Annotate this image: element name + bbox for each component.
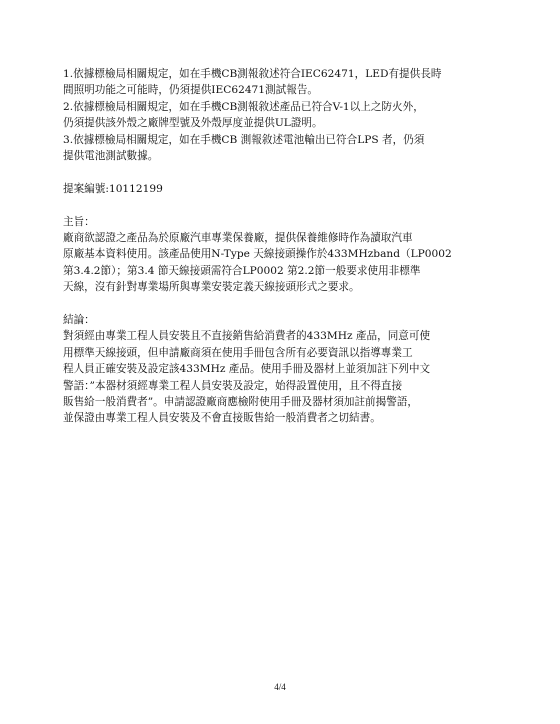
document-body <box>63 66 503 427</box>
proposal-label: 提案編號: <box>63 182 109 195</box>
conclusion-heading: 結論： <box>63 314 95 327</box>
conclusion-line: 販售給一般消費者”。申請認證廠商應檢附使用手冊及器材須加註前揭警語， <box>63 396 419 409</box>
conclusion-line: 對須經由專業工程人員安裝且不直接銷售給消費者的433MHz 產品，同意可使 <box>63 330 431 343</box>
spacer <box>63 296 503 312</box>
subject-section <box>63 214 503 296</box>
spacer <box>63 197 503 213</box>
note-line: 1.依據標檢局相關規定，如在手機CB測報敘述符合IEC62471，LED有提供長時 <box>63 68 442 80</box>
subject-line: 廠商欲認證之產品為於原廠汽車專業保養廠，提供保養維修時作為讀取汽車 <box>63 232 413 245</box>
proposal-value: 10112199 <box>108 182 163 195</box>
conclusion-section <box>63 312 503 427</box>
subject-heading: 主旨： <box>63 215 95 228</box>
conclusion-line: 程人員正確安裝及設定該433MHz 產品。使用手冊及器材上並須加註下列中文 <box>63 363 431 376</box>
proposal-number <box>63 181 503 197</box>
spacer <box>63 164 503 180</box>
note-item-2 <box>63 99 503 132</box>
subject-line: 天線，沒有針對專業場所與專業安裝定義天線接頭形式之要求。 <box>63 281 360 294</box>
note-line: 3.依據標檢局相關規定，如在手機CB 測報敘述電池輸出已符合LPS 者，仍須 <box>63 133 425 146</box>
note-line: 提供電池測試數據。 <box>63 150 159 163</box>
note-line: 2.依據標檢局相關規定，如在手機CB測報敘述產品已符合V-1以上之防火外， <box>63 100 424 113</box>
conclusion-line: 用標準天線接頭，但申請廠商須在使用手冊包含所有必要資訊以指導專業工 <box>63 346 413 359</box>
note-item-1 <box>63 66 503 99</box>
subject-line: 第3.4.2節）；第3.4 節天線接頭需符合LP0002 第2.2節一般要求使用非標準 <box>63 264 421 277</box>
conclusion-line: 並保證由專業工程人員安裝及不會直接販售給一般消費者之切結書。 <box>63 412 381 425</box>
note-item-3 <box>63 132 503 165</box>
conclusion-line: 警語：”本器材須經專業工程人員安裝及設定，始得設置使用，且不得直接 <box>63 379 403 392</box>
subject-line: 原廠基本資料使用。該產品使用N-Type 天線接頭操作於433MHzband（LP0002 <box>63 248 452 261</box>
page-number: 4/4 <box>274 682 286 692</box>
note-line: 仍須提供該外殼之廠牌型號及外殼厚度並提供UL證明。 <box>63 117 323 130</box>
note-line: 間照明功能之可能時，仍須提供IEC62471測試報告。 <box>63 84 319 97</box>
